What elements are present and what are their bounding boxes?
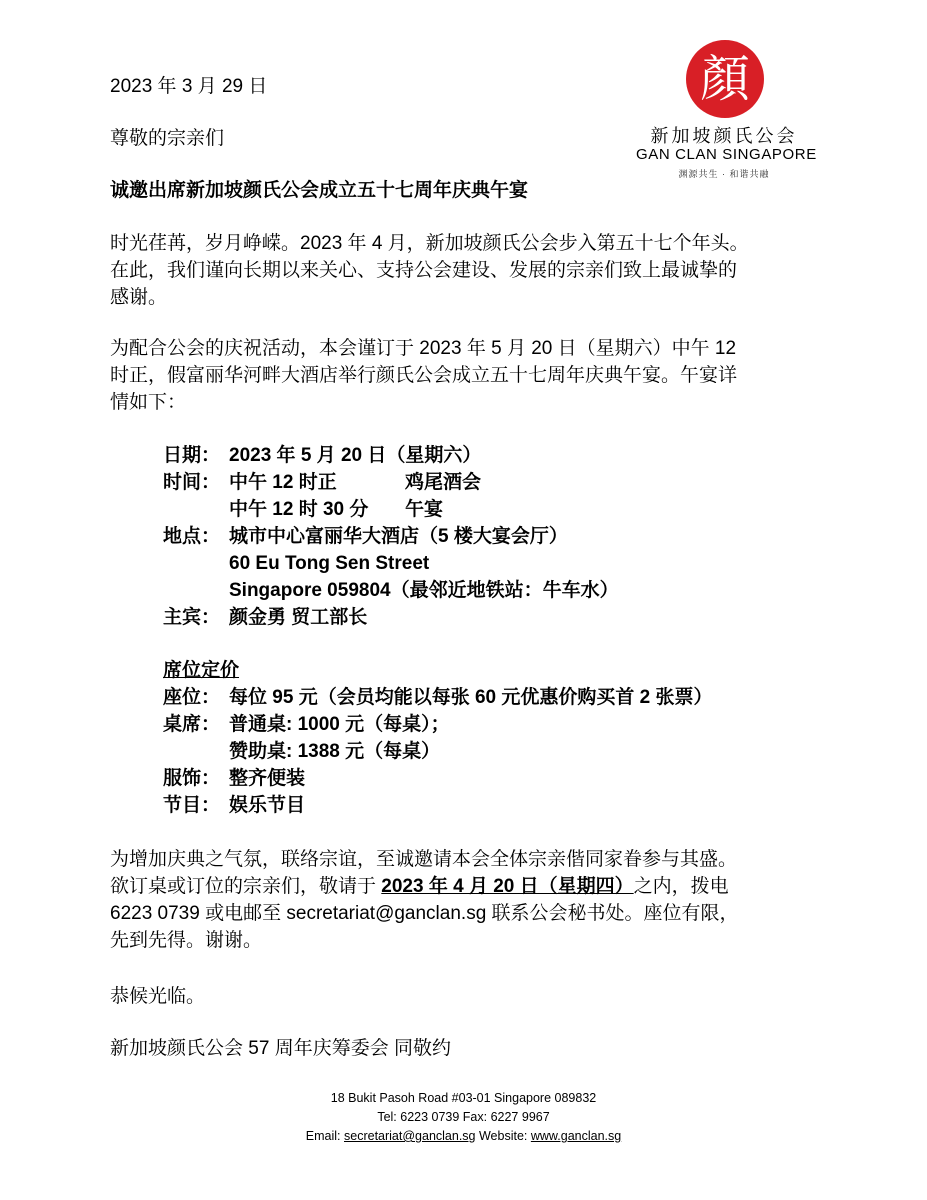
paragraph-2-line: 时正，假富丽华河畔大酒店举行颜氏公会成立五十七周年庆典午宴。午宴详 — [110, 365, 738, 386]
pricing-dress-value: 整齐便装 — [229, 768, 306, 789]
footer-website-label: Website: — [475, 1129, 531, 1143]
paragraph-1 — [110, 230, 822, 311]
pricing-seat-label: 座位： — [163, 687, 221, 708]
paragraph-1-line: 感谢。 — [110, 287, 168, 308]
pricing-seat-value: 每位 95 元（会员均能以每张 60 元优惠价购买首 2 张票） — [229, 687, 713, 708]
salutation: 尊敬的宗亲们 — [110, 128, 225, 149]
logo-motto: 渊源共生 · 和谐共融 — [678, 169, 770, 179]
detail-time-2-event: 午宴 — [405, 499, 444, 520]
detail-guest-value: 颜金勇 贸工部长 — [229, 607, 368, 628]
detail-time-2: 中午 12 时 30 分 — [229, 499, 369, 520]
footer-contact — [0, 1127, 927, 1146]
detail-venue-line-3: Singapore 059804（最邻近地铁站：牛车水） — [229, 580, 619, 601]
detail-time-1: 中午 12 时正 — [229, 472, 337, 493]
detail-venue-label: 地点： — [163, 526, 221, 547]
detail-venue-line-2: 60 Eu Tong Sen Street — [229, 553, 430, 574]
logo-chinese-name: 新加坡颜氏公会 — [650, 126, 798, 146]
paragraph-2 — [110, 335, 822, 416]
detail-date-label: 日期： — [163, 445, 221, 466]
paragraph-3-line-1: 为增加庆典之气氛，联络宗谊，至诚邀请本会全体宗亲偕同家眷参与其盛。 — [110, 849, 738, 870]
booking-deadline: 2023 年 4 月 20 日（星期四） — [381, 876, 634, 897]
pricing-table-label: 桌席： — [163, 714, 221, 735]
pricing-program-label: 节目： — [163, 795, 221, 816]
pricing-dress-label: 服饰： — [163, 768, 221, 789]
detail-guest-label: 主宾： — [163, 607, 221, 628]
letter-subject: 诚邀出席新加坡颜氏公会成立五十七周年庆典午宴 — [110, 180, 529, 201]
footer-website-link[interactable]: www.ganclan.sg — [530, 1129, 622, 1143]
paragraph-1-line: 在此，我们谨向长期以来关心、支持公会建设、发展的宗亲们致上最诚挚的 — [110, 260, 738, 281]
paragraph-1-line: 时光荏苒，岁月峥嵘。2023 年 4 月，新加坡颜氏公会步入第五十七个年头。 — [110, 233, 749, 254]
pricing-program-value: 娱乐节目 — [229, 795, 306, 816]
detail-date-value: 2023 年 5 月 20 日（星期六） — [229, 445, 482, 466]
detail-time-label: 时间： — [163, 472, 221, 493]
paragraph-3-line-4: 先到先得。谢谢。 — [110, 930, 263, 951]
footer-email-link[interactable]: secretariat@ganclan.sg — [344, 1129, 476, 1143]
closing: 恭候光临。 — [110, 986, 206, 1007]
paragraph-2-line: 为配合公会的庆祝活动，本会谨订于 2023 年 5 月 20 日（星期六）中午 12 — [110, 338, 737, 359]
footer-email-label: Email: — [305, 1129, 344, 1143]
footer-phone: Tel: 6223 0739 Fax: 6227 9967 — [377, 1110, 550, 1124]
pricing-table-regular: 普通桌: 1000 元（每桌）； — [229, 714, 450, 735]
detail-time-1-event: 鸡尾酒会 — [405, 472, 482, 493]
detail-venue-line-1: 城市中心富丽华大酒店（5 楼大宴会厅） — [229, 526, 568, 547]
paragraph-3 — [110, 846, 822, 954]
paragraph-3-line-2-post: 之内，拨电 — [633, 876, 729, 897]
paragraph-2-line: 情如下： — [110, 392, 187, 413]
paragraph-3-line-3: 6223 0739 或电邮至 secretariat@ganclan.sg 联系公会秘书处。座位有限， — [110, 903, 739, 924]
letter-date: 2023 年 3 月 29 日 — [110, 76, 268, 97]
footer-address: 18 Bukit Pasoh Road #03-01 Singapore 089832 — [330, 1091, 597, 1105]
pricing-table-sponsor: 赞助桌: 1388 元（每桌） — [229, 741, 441, 762]
pricing-heading: 席位定价 — [163, 660, 240, 681]
signature: 新加坡颜氏公会 57 周年庆筹委会 同敬约 — [110, 1038, 451, 1059]
logo-glyph: 顏 — [700, 50, 750, 108]
paragraph-3-line-2 — [110, 873, 822, 900]
logo-english-name: GAN CLAN SINGAPORE — [636, 146, 817, 163]
paragraph-3-line-2-pre: 欲订桌或订位的宗亲们，敬请于 — [110, 876, 382, 897]
